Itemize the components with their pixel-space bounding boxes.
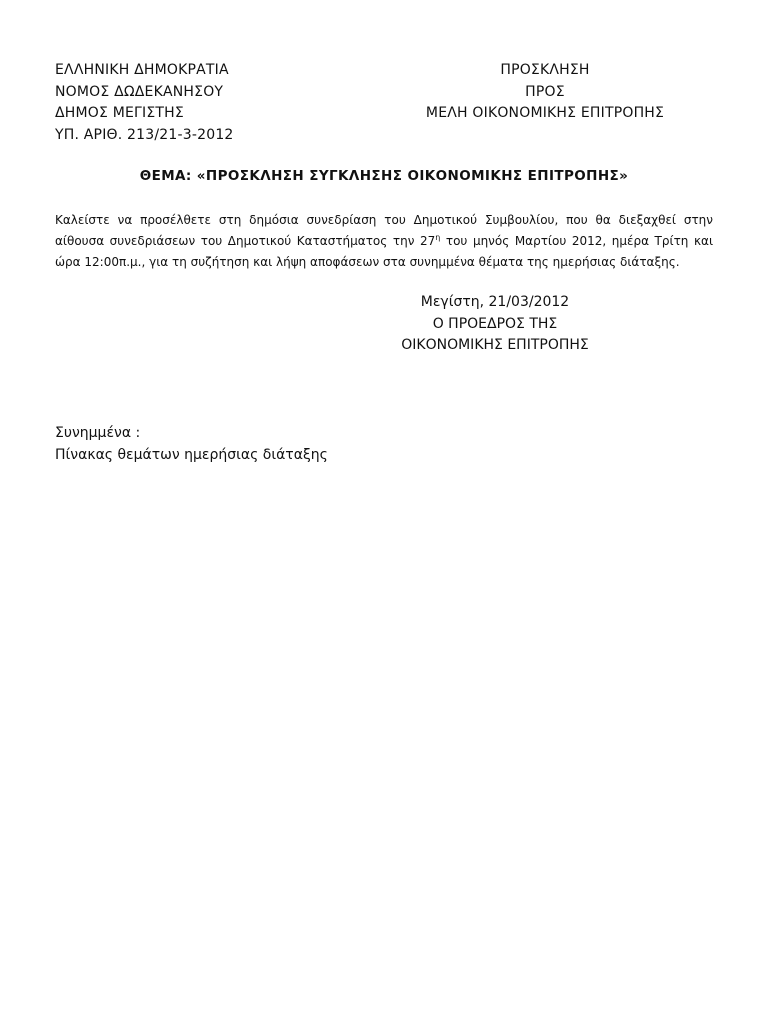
attachment-item: Πίνακας θεμάτων ημερήσιας διάταξης bbox=[55, 446, 328, 463]
protocol-number: ΥΠ. ΑΡΙΘ. 213/21-3-2012 bbox=[55, 126, 234, 143]
document-type: ΠΡΟΣΚΛΗΣΗ bbox=[500, 62, 590, 78]
issuer-municipality: ΔΗΜΟΣ ΜΕΓΙΣΤΗΣ bbox=[55, 105, 184, 121]
body-text-end: του μηνός Μαρτίου 2012, ημέρα Τρίτη και ώρα 12:00π.μ., για τη συζήτηση και λήψη αποφάσεων στα συνημμένα θέματα της ημερήσιας διάταξης. bbox=[55, 234, 713, 269]
signatory-title-line1: Ο ΠΡΟΕΔΡΟΣ ΤΗΣ bbox=[432, 315, 558, 332]
attachments-block bbox=[55, 423, 455, 466]
body-text-start: Καλείστε να προσέλθετε στη δημόσια συνεδρίαση του Δημοτικού Συμβουλίου, που θα διεξαχθεί στην αίθουσα συνεδριάσεων του Δημοτικού Καταστήματος την 27 bbox=[55, 213, 713, 248]
issuer-block bbox=[55, 60, 355, 146]
recipient-name: ΜΕΛΗ ΟΙΚΟΝΟΜΙΚΗΣ ΕΠΙΤΡΟΠΗΣ bbox=[425, 105, 665, 121]
attachments-label: Συνημμένα : bbox=[55, 425, 141, 441]
invitation-body bbox=[55, 210, 713, 273]
issuer-country: ΕΛΛΗΝΙΚΗ ΔΗΜΟΚΡΑΤΙΑ bbox=[55, 62, 229, 78]
signature-block bbox=[375, 292, 615, 357]
recipient-block bbox=[405, 60, 685, 125]
ordinal-superscript: η bbox=[435, 233, 441, 242]
signatory-title-line2: ΟΙΚΟΝΟΜΙΚΗΣ ΕΠΙΤΡΟΠΗΣ bbox=[401, 337, 589, 353]
place-date: Μεγίστη, 21/03/2012 bbox=[420, 294, 570, 310]
issuer-prefecture: ΝΟΜΟΣ ΔΩΔΕΚΑΝΗΣΟΥ bbox=[55, 83, 224, 100]
subject-heading: ΘΕΜΑ: «ΠΡΟΣΚΛΗΣΗ ΣΥΓΚΛΗΣΗΣ ΟΙΚΟΝΟΜΙΚΗΣ ΕΠΙΤΡΟΠΗΣ» bbox=[139, 168, 629, 184]
recipient-to-label: ΠΡΟΣ bbox=[525, 83, 565, 100]
